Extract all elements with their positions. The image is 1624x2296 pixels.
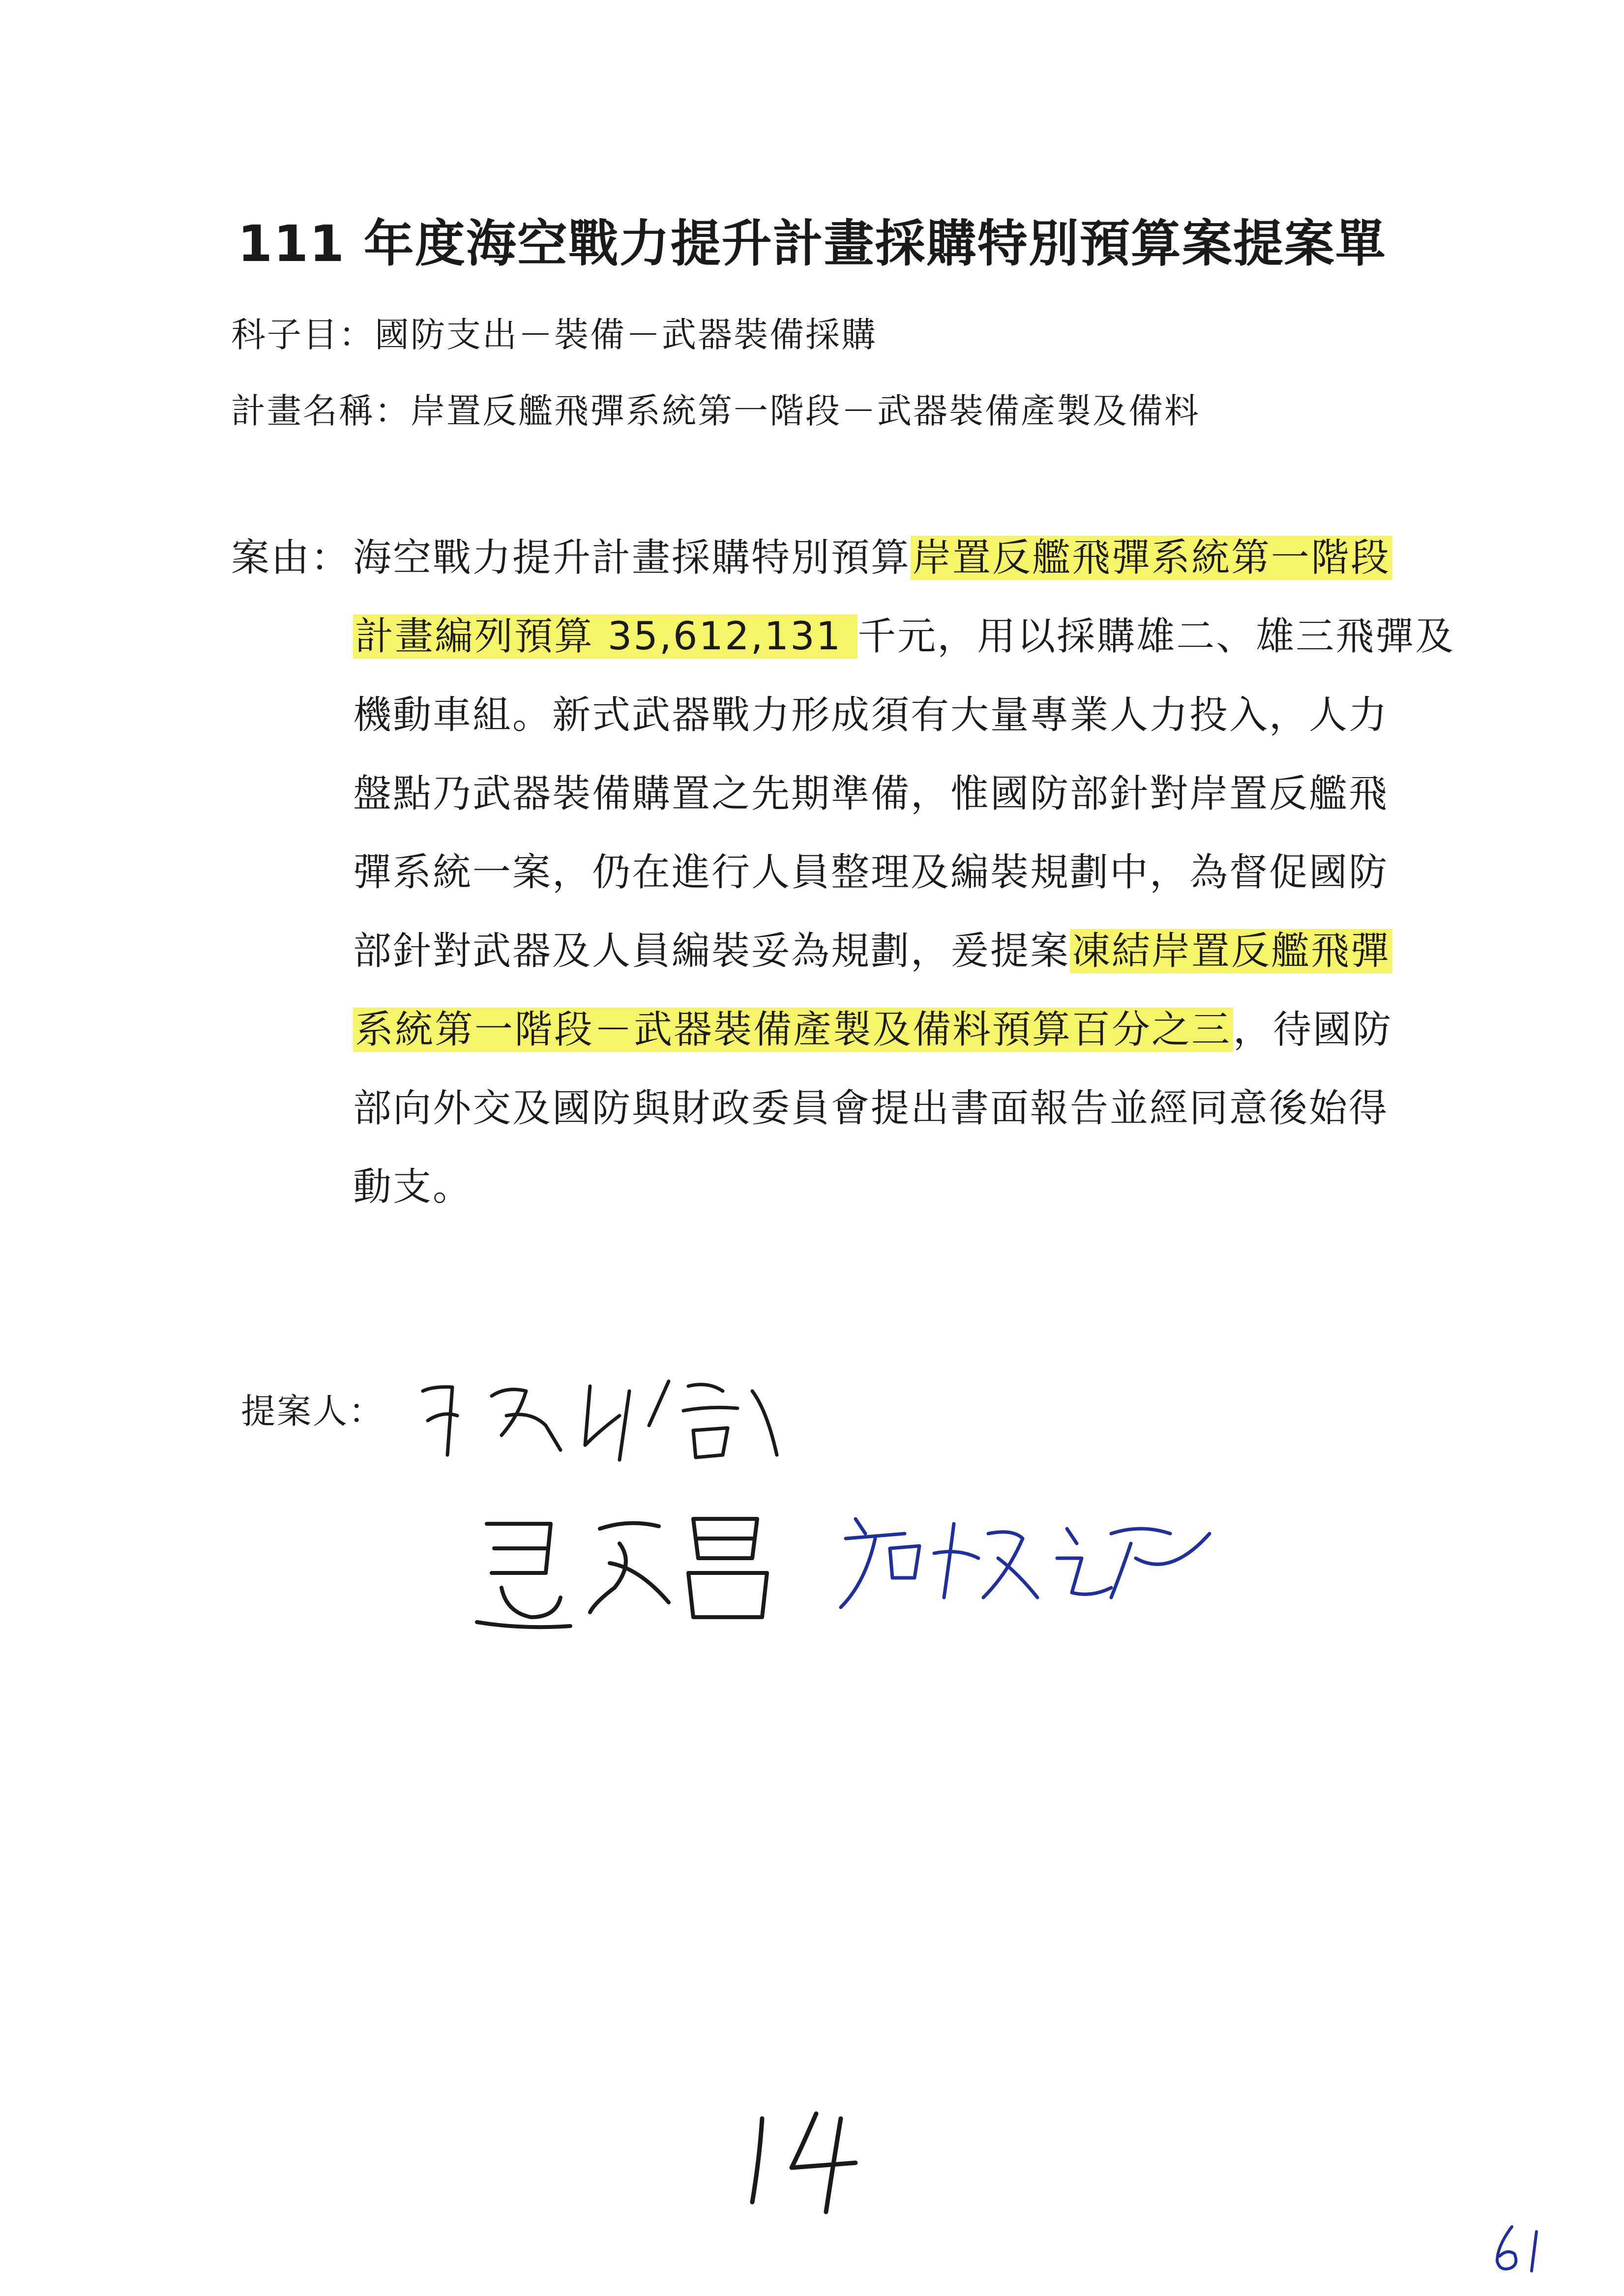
body-line: 部向外交及國防與財政委員會提出書面報告並經同意後始得 bbox=[353, 1086, 1389, 1131]
signature-1 bbox=[413, 1357, 806, 1475]
plan-name-line: 計畫名稱：岸置反艦飛彈系統第一階段－武器裝備產製及備料 bbox=[231, 391, 1200, 431]
body-line: 計畫編列預算 35,612,131 千元，用以採購雄二、雄三飛彈及 bbox=[353, 606, 1455, 661]
document-title: 111 年度海空戰力提升計畫採購特別預算案提案單 bbox=[237, 215, 1387, 273]
highlighted-text: 岸置反艦飛彈系統第一階段 bbox=[911, 536, 1392, 580]
proposer-label: 提案人： bbox=[241, 1391, 384, 1431]
body-line: 部針對武器及人員編裝妥為規劃，爰提案凍結岸置反艦飛彈 bbox=[353, 920, 1392, 975]
corner-number bbox=[1490, 2222, 1554, 2276]
case-label: 案由： bbox=[231, 536, 351, 580]
highlighted-text: 計畫編列預算 35,612,131 bbox=[353, 614, 857, 659]
body-line: 系統第一階段－武器裝備產製及備料預算百分之三，待國防 bbox=[353, 999, 1392, 1054]
page-number bbox=[742, 2104, 890, 2217]
body-line: 彈系統一案，仍在進行人員整理及編裝規劃中，為督促國防 bbox=[353, 850, 1389, 895]
highlighted-text: 系統第一階段－武器裝備產製及備料預算百分之三 bbox=[353, 1008, 1233, 1052]
signature-3 bbox=[836, 1504, 1219, 1617]
body-line: 盤點乃武器裝備購置之先期準備，惟國防部針對岸置反艦飛 bbox=[353, 772, 1389, 816]
signature-2 bbox=[472, 1504, 787, 1632]
body-line: 機動車組。新式武器戰力形成須有大量專業人力投入，人力 bbox=[353, 693, 1389, 737]
subject-line: 科子目：國防支出－裝備－武器裝備採購 bbox=[231, 315, 877, 355]
body-line: 海空戰力提升計畫採購特別預算岸置反艦飛彈系統第一階段 bbox=[353, 527, 1392, 582]
body-line: 動支。 bbox=[353, 1165, 473, 1209]
highlighted-text: 凍結岸置反艦飛彈 bbox=[1070, 929, 1392, 973]
